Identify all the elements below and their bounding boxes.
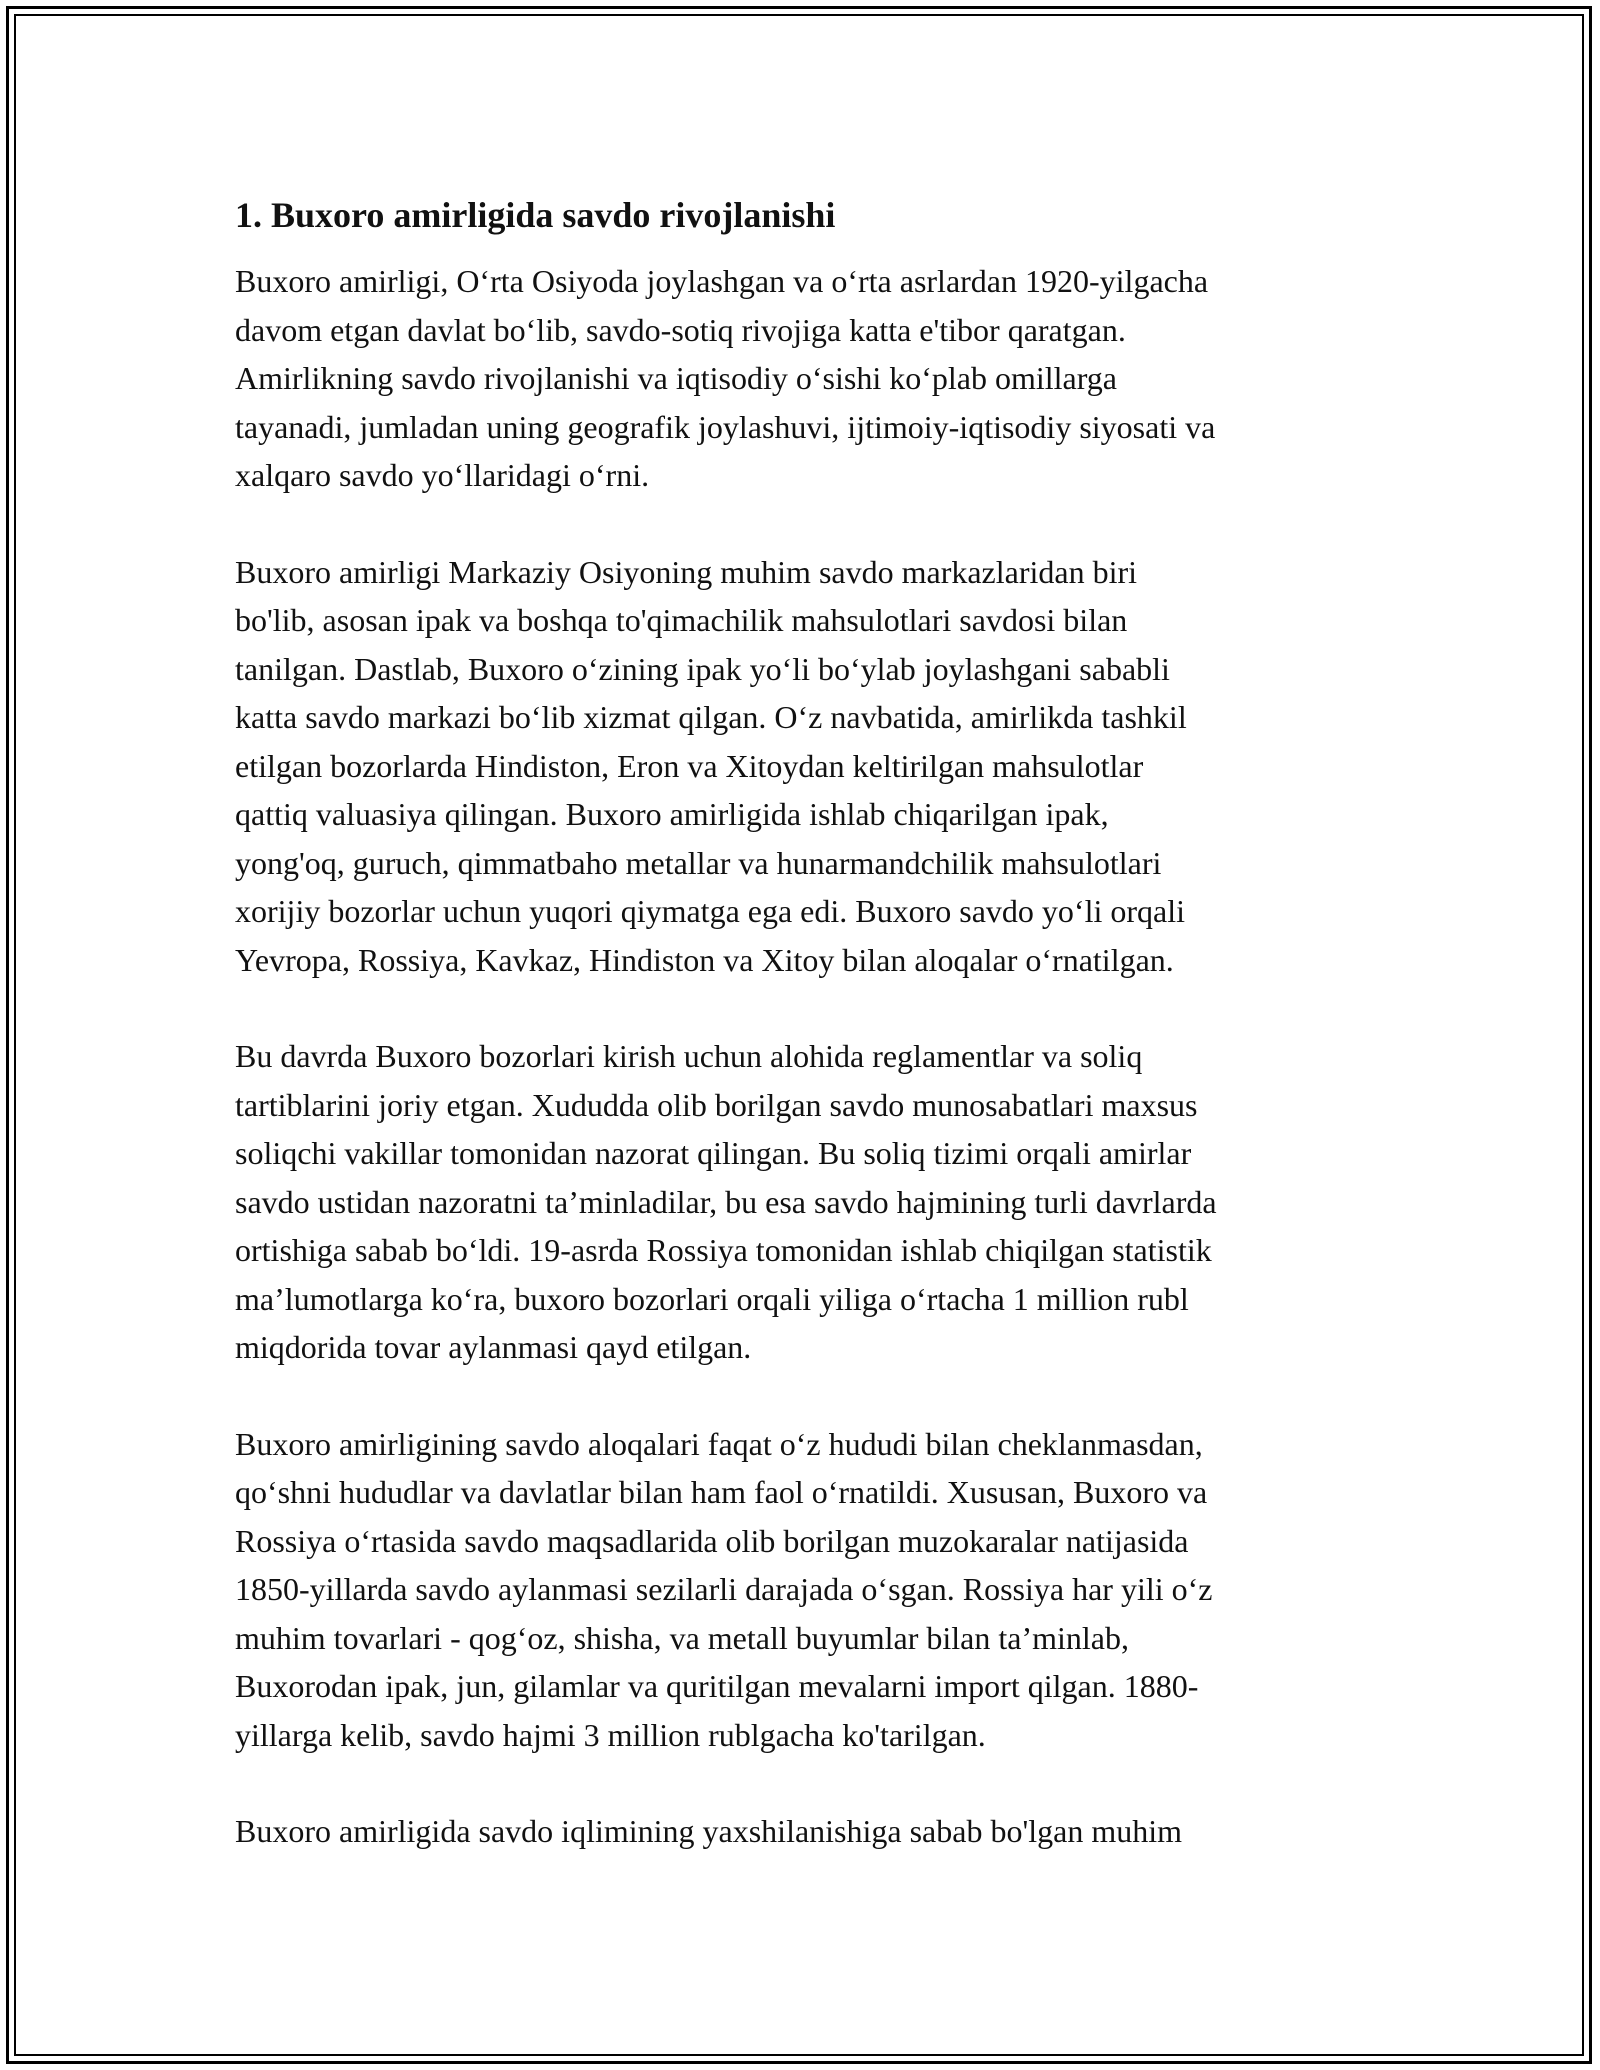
paragraph-line: 1850-yillarda savdo aylanmasi sezilarli darajada o‘sgan. Rossiya har yili o‘z <box>235 1571 1213 1607</box>
paragraph-line: Buxoro amirligi Markaziy Osiyoning muhim savdo markazlaridan biri <box>235 553 1138 590</box>
paragraph-line: Buxoro amirligi, O‘rta Osiyoda joylashgan va o‘rta asrlardan 1920-yilgacha <box>235 263 1209 299</box>
paragraph-line: etilgan bozorlarda Hindiston, Eron va Xitoydan keltirilgan mahsulotlar <box>235 747 1144 784</box>
paragraph-line: davom etgan davlat bo‘lib, savdo-sotiq rivojiga katta e'tibor qaratgan. <box>235 311 1126 348</box>
paragraph-line: qattiq valuasiya qilingan. Buxoro amirligida ishlab chiqarilgan ipak, <box>235 796 1109 832</box>
body-paragraph <box>235 548 1380 985</box>
paragraph-line: Bu davrda Buxoro bozorlari kirish uchun alohida reglamentlar va soliq <box>235 1038 1143 1074</box>
body-paragraph <box>235 1807 1380 1856</box>
body-paragraph <box>235 1420 1380 1760</box>
paragraph-line: xalqaro savdo yo‘llaridagi o‘rni. <box>235 457 650 493</box>
document-body <box>235 185 1380 1904</box>
paragraph-line: ma’lumotlarga ko‘ra, buxoro bozorlari orqali yiliga o‘rtacha 1 million rubl <box>235 1280 1189 1317</box>
paragraph-line: Rossiya o‘rtasida savdo maqsadlarida olib borilgan muzokaralar natijasida <box>235 1522 1189 1559</box>
paragraph-line: miqdorida tovar aylanmasi qayd etilgan. <box>235 1329 752 1365</box>
section-title: 1. Buxoro amirligida savdo rivojlanishi <box>235 195 836 235</box>
paragraph-line: tartiblarini joriy etgan. Xududda olib borilgan savdo munosabatlari maxsus <box>235 1086 1198 1123</box>
paragraph-line: tanilgan. Dastlab, Buxoro o‘zining ipak yo‘li bo‘ylab joylashgani sababli <box>235 650 1170 687</box>
paragraph-line: bo'lib, asosan ipak va boshqa to'qimachilik mahsulotlari savdosi bilan <box>235 602 1128 638</box>
body-paragraph <box>235 1032 1380 1372</box>
paragraph-line: ortishiga sabab bo‘ldi. 19-asrda Rossiya tomonidan ishlab chiqilgan statistik <box>235 1232 1212 1268</box>
body-paragraph <box>235 257 1380 500</box>
paragraph-line: muhim tovarlari - qog‘oz, shisha, va metall buyumlar bilan ta’minlab, <box>235 1619 1129 1656</box>
paragraph-line: yillarga kelib, savdo hajmi 3 million rublgacha ko'tarilgan. <box>235 1716 986 1753</box>
paragraph-line: savdo ustidan nazoratni ta’minladilar, bu esa savdo hajmining turli davrlarda <box>235 1183 1217 1220</box>
paragraph-line: tayanadi, jumladan uning geografik joylashuvi, ijtimoiy-iqtisodiy siyosati va <box>235 408 1216 445</box>
paragraph-line: Amirlikning savdo rivojlanishi va iqtisodiy o‘sishi ko‘plab omillarga <box>235 360 1117 396</box>
paragraph-line: qo‘shni hududlar va davlatlar bilan ham faol o‘rnatildi. Xususan, Buxoro va <box>235 1474 1208 1510</box>
paragraph-list <box>235 257 1380 1856</box>
paragraph-line: Yevropa, Rossiya, Kavkaz, Hindiston va Xitoy bilan aloqalar o‘rnatilgan. <box>235 941 1174 978</box>
paragraph-line: Buxoro amirligida savdo iqlimining yaxshilanishiga sabab bo'lgan muhim <box>235 1813 1182 1849</box>
paragraph-line: Buxoro amirligining savdo aloqalari faqat o‘z hududi bilan cheklanmasdan, <box>235 1425 1203 1462</box>
paragraph-line: Buxorodan ipak, jun, gilamlar va quritilgan mevalarni import qilgan. 1880- <box>235 1668 1199 1704</box>
paragraph-line: yong'oq, guruch, qimmatbaho metallar va hunarmandchilik mahsulotlari <box>235 844 1162 881</box>
paragraph-line: katta savdo markazi bo‘lib xizmat qilgan. O‘z navbatida, amirlikda tashkil <box>235 699 1187 735</box>
paragraph-line: soliqchi vakillar tomonidan nazorat qilingan. Bu soliq tizimi orqali amirlar <box>235 1135 1192 1171</box>
paragraph-line: xorijiy bozorlar uchun yuqori qiymatga ega edi. Buxoro savdo yo‘li orqali <box>235 893 1185 929</box>
